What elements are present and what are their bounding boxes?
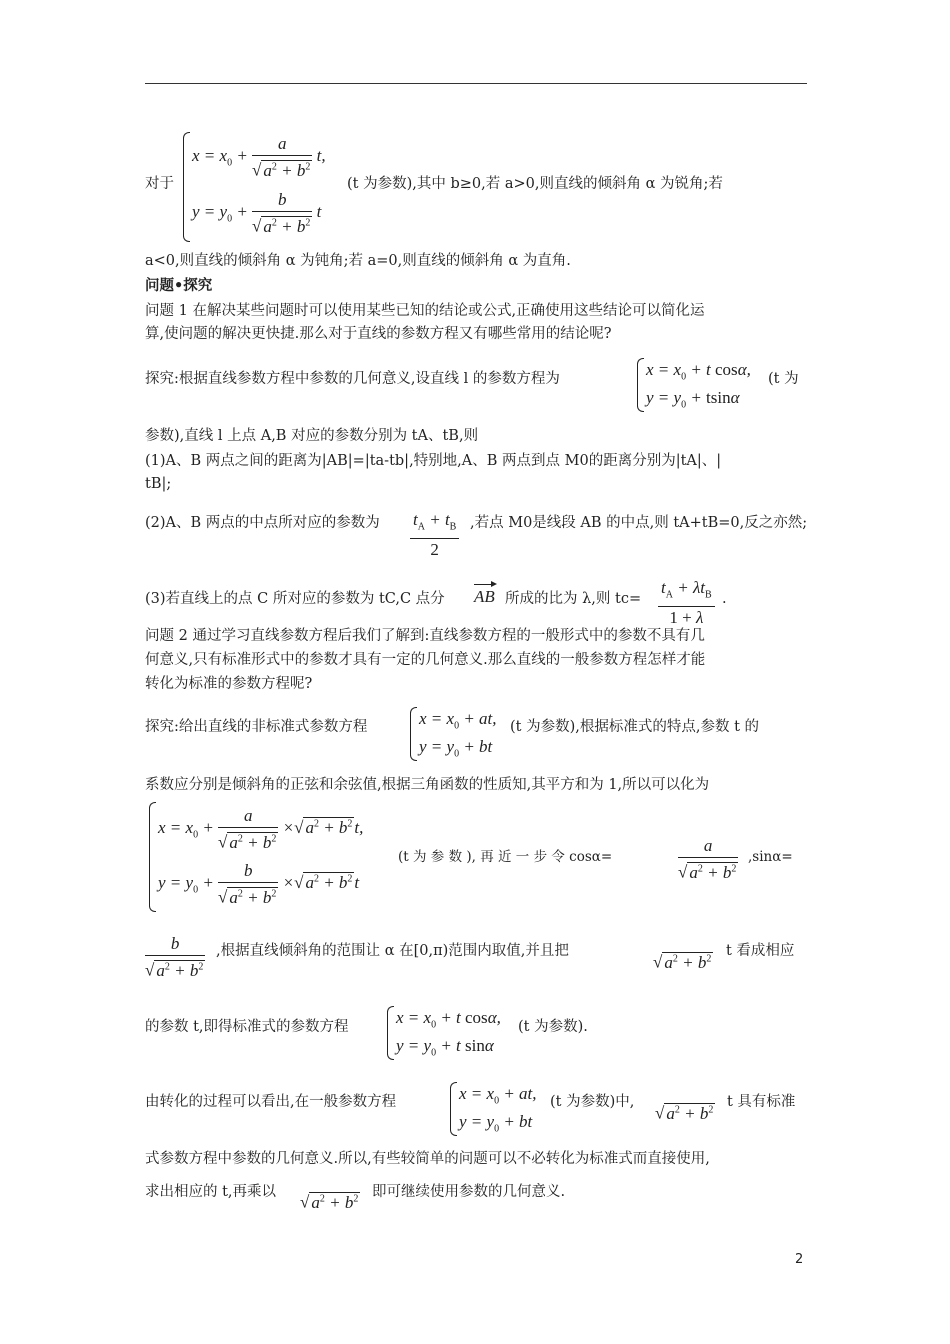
system-brace: [637, 358, 644, 412]
question2-line2: 何意义,只有标准形式中的参数才具有一定的几何意义.那么直线的一般参数方程怎样才能: [145, 652, 706, 668]
explore2-line4-post: ,根据直线倾斜角的范围让 α 在[0,π)范围内取值,并且把: [216, 943, 569, 959]
explore3-line3-pre: 求出相应的 t,再乘以: [145, 1184, 277, 1200]
system-brace: [387, 1006, 394, 1060]
sin-fraction: $\frac{b}{√ a^2 + b^2}$: [145, 934, 204, 980]
explore1-post: (t 为: [768, 371, 799, 387]
ratio-fraction: $\frac{t_A + \lambda t_B}{1 + \lambda}$: [658, 578, 715, 628]
explore3-line2: 式参数方程中参数的几何意义.所以,有些较简单的问题可以不必转化为标准式而直接使用,: [145, 1151, 710, 1167]
explore2-line3-post: (t 为 参 数 ), 再 近 一 步 令 cosα=: [398, 849, 613, 865]
conclusion3-pre: (3)若直线上的点 C 所对应的参数为 tC,C 点分: [145, 591, 445, 607]
explore2-pre: 探究:给出直线的非标准式参数方程: [145, 719, 368, 735]
conclusion1-line1: (1)A、B 两点之间的距离为|AB|=|ta-tb|,特别地,A、B 两点到点 M0的距离分别为|tA|、|: [145, 453, 722, 469]
eq-y-standard2: $y = y_0 + t$ sinα: [396, 1036, 494, 1059]
explore2-post: (t 为参数),根据标准式的特点,参数 t 的: [510, 719, 760, 735]
sqrt-expression: √ $a^2 + b^2$: [653, 952, 712, 972]
eq-x-standard: $x = x_0 + t$ cosα,: [646, 360, 751, 383]
conclusion2-post: ,若点 M0是线段 AB 的中点,则 tA+tB=0,反之亦然;: [470, 515, 808, 531]
explore3-mid: (t 为参数)中,: [550, 1094, 635, 1110]
explore1-cont: 参数),直线 l 上点 A,B 对应的参数分别为 tA、tB,则: [145, 428, 479, 444]
eq-x-nonstandard2: $x = x_0$ + at,: [459, 1084, 537, 1107]
para1-cont: a<0,则直线的倾斜角 α 为钝角;若 a=0,则直线的倾斜角 α 为直角.: [145, 253, 571, 269]
explore2-line5-post: (t 为参数).: [518, 1019, 588, 1035]
eq-x-general: $x = x_0$ + $\frac{a}{√ a^2 + b^2}$ t,: [192, 134, 326, 180]
question2-line3: 转化为标准的参数方程呢?: [145, 676, 313, 692]
system-brace: [410, 707, 417, 761]
conclusion1-line2: tB|;: [145, 476, 172, 492]
conclusion3-mid: 所成的比为 λ,则 tc=: [505, 591, 642, 607]
question1-line2: 算,使问题的解决更快捷.那么对于直线的参数方程又有哪些常用的结论呢?: [145, 326, 612, 342]
section-heading: 问题•探究: [145, 277, 213, 294]
system-brace: [183, 132, 190, 242]
vector-ab: AB: [474, 587, 495, 606]
eq-x-transformed: $x = x_0$ + $\frac{a}{√ a^2 + b^2}$ ×√ $a^2 + b^2$ t,: [158, 806, 364, 852]
para1-pre: 对于: [145, 176, 174, 192]
midpoint-fraction: $\frac{t_A + t_B}{2}$: [410, 510, 459, 560]
para1-post: (t 为参数),其中 b≥0,若 a>0,则直线的倾斜角 α 为锐角;若: [347, 176, 723, 192]
question2-line1: 问题 2 通过学习直线参数方程后我们了解到:直线参数方程的一般形式中的参数不具有几: [145, 628, 705, 644]
conclusion3-post: .: [722, 591, 727, 607]
explore2-line2: 系数应分别是倾斜角的正弦和余弦值,根据三角函数的性质知,其平方和为 1,所以可以化为: [145, 777, 710, 793]
eq-x-nonstandard: $x = x_0$ + at,: [419, 709, 497, 732]
eq-x-standard2: $x = x_0 + t$ cosα,: [396, 1008, 501, 1031]
header-rule: [145, 83, 807, 84]
system-brace: [149, 802, 156, 912]
eq-y-standard: $y = y_0 + tsin\alpha$: [646, 388, 740, 411]
conclusion2-pre: (2)A、B 两点的中点所对应的参数为: [145, 515, 380, 531]
eq-y-general: $y = y_0$ + $\frac{b}{√ a^2 + b^2}$ t: [192, 190, 322, 236]
question1-line1: 问题 1 在解决某些问题时可以使用某些已知的结论或公式,正确使用这些结论可以简化运: [145, 303, 705, 319]
sqrt-expression: √ $a^2 + b^2$: [300, 1192, 359, 1212]
explore1-pre: 探究:根据直线参数方程中参数的几何意义,设直线 l 的参数方程为: [145, 371, 560, 387]
sqrt-expression: √ $a^2 + b^2$: [655, 1103, 714, 1123]
explore3-end: t 具有标准: [727, 1094, 796, 1110]
explore3-pre: 由转化的过程可以看出,在一般参数方程: [145, 1094, 397, 1110]
page-number: 2: [795, 1252, 804, 1267]
eq-y-transformed: $y = y_0$ + $\frac{b}{√ a^2 + b^2}$ ×√ $a^2 + b^2$ t: [158, 861, 360, 907]
explore2-line4-end: t 看成相应: [726, 943, 795, 959]
explore3-line3-post: 即可继续使用参数的几何意义.: [372, 1184, 566, 1200]
system-brace: [450, 1082, 457, 1136]
cos-fraction: $\frac{a}{√ a^2 + b^2}$: [678, 836, 737, 882]
eq-y-nonstandard2: $y = y_0$ + bt: [459, 1112, 533, 1135]
explore2-line3-sin: ,sinα=: [748, 849, 793, 865]
eq-y-nonstandard: $y = y_0$ + bt: [419, 737, 493, 760]
explore2-line5-pre: 的参数 t,即得标准式的参数方程: [145, 1019, 349, 1035]
